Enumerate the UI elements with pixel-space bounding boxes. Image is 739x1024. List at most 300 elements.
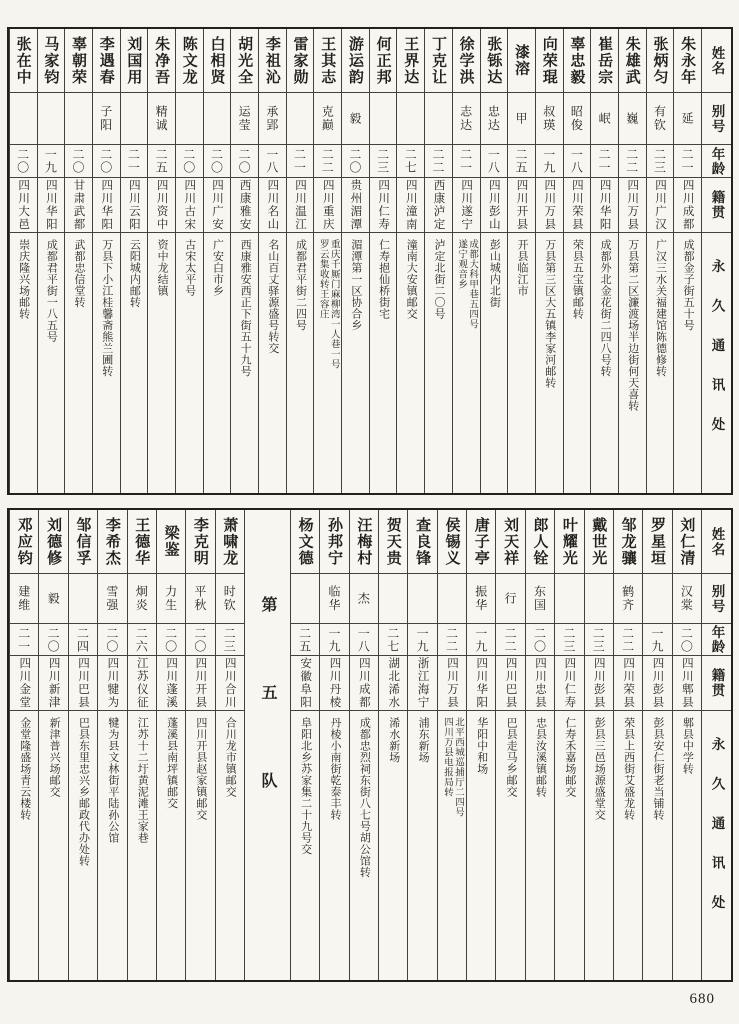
person-address-text: 成都外北金花街二四八号转 bbox=[599, 239, 612, 377]
person-age bbox=[320, 624, 348, 656]
person-alias bbox=[148, 93, 175, 145]
person-native-text: 四川忠县 bbox=[534, 657, 547, 709]
person-column bbox=[672, 510, 701, 980]
person-name-text: 梁鉴 bbox=[162, 525, 179, 558]
person-age bbox=[425, 145, 452, 178]
person-age bbox=[674, 145, 701, 178]
person-address-text: 广安白市乡 bbox=[211, 239, 224, 297]
person-name-text: 崔岳宗 bbox=[596, 35, 613, 86]
row-header-name bbox=[702, 510, 731, 574]
person-address bbox=[69, 711, 97, 980]
person-name-text: 刘德修 bbox=[45, 516, 62, 567]
person-native-text: 四川金堂 bbox=[18, 657, 31, 709]
person-name-text: 张在中 bbox=[14, 35, 31, 86]
person-native-text: 四川云阳 bbox=[127, 179, 140, 231]
person-name bbox=[425, 29, 452, 93]
person-address-text: 仁寿禾嘉场邮交 bbox=[563, 717, 576, 798]
row-header-alias bbox=[702, 574, 731, 624]
person-alias-text: 炯炎 bbox=[134, 585, 149, 612]
person-column bbox=[258, 29, 286, 493]
team-label-column bbox=[244, 510, 290, 980]
person-address bbox=[438, 711, 466, 980]
row-header-alias-text: 别号 bbox=[709, 583, 725, 614]
person-address-text: 荣县五宝镇邮转 bbox=[571, 239, 584, 320]
person-native bbox=[204, 178, 231, 233]
person-column bbox=[127, 510, 156, 980]
person-name bbox=[508, 29, 535, 93]
person-name bbox=[370, 29, 397, 93]
person-column bbox=[319, 510, 348, 980]
person-name-text: 向荣琨 bbox=[540, 35, 557, 86]
person-age bbox=[10, 624, 38, 656]
person-address bbox=[481, 233, 508, 493]
person-native bbox=[350, 656, 378, 711]
person-alias-text: 叔瑛 bbox=[541, 105, 556, 132]
person-column bbox=[466, 510, 495, 980]
row-header-age-text: 年龄 bbox=[709, 146, 725, 176]
person-address bbox=[65, 233, 92, 493]
person-column bbox=[437, 510, 466, 980]
person-column bbox=[525, 510, 554, 980]
person-age-text: 二〇 bbox=[181, 148, 196, 174]
person-column bbox=[584, 510, 613, 980]
person-name-text: 徐学洪 bbox=[457, 35, 474, 86]
person-address bbox=[231, 233, 258, 493]
person-age bbox=[350, 624, 378, 656]
person-address bbox=[98, 711, 126, 980]
person-native-text: 四川荣县 bbox=[622, 657, 635, 709]
person-name-text: 萧啸龙 bbox=[221, 516, 238, 567]
person-native bbox=[69, 656, 97, 711]
person-name-text: 朱净吾 bbox=[153, 35, 170, 86]
person-column bbox=[673, 29, 701, 493]
person-native-text: 四川成都 bbox=[681, 179, 694, 231]
person-name-text: 刘仁清 bbox=[678, 516, 695, 567]
person-age-text: 二〇 bbox=[163, 626, 178, 653]
person-age-text: 二五 bbox=[514, 148, 529, 174]
person-age-text: 一九 bbox=[649, 626, 664, 653]
person-native bbox=[438, 656, 466, 711]
person-address-text: 重庆千厮门麻柳湾一人巷一号 罗云集收转王容庄 bbox=[317, 239, 339, 369]
person-alias-text: 有钦 bbox=[652, 105, 667, 132]
person-address-text: 新津普兴场邮交 bbox=[48, 717, 61, 798]
person-age bbox=[643, 624, 671, 656]
person-address bbox=[128, 711, 156, 980]
person-name bbox=[397, 29, 424, 93]
person-native bbox=[397, 178, 424, 233]
team-label: 第五队 bbox=[258, 596, 276, 860]
person-name bbox=[591, 29, 618, 93]
person-alias bbox=[673, 574, 701, 624]
person-native-text: 四川大邑 bbox=[17, 179, 30, 231]
person-alias bbox=[438, 574, 466, 624]
person-alias bbox=[216, 574, 244, 624]
person-alias bbox=[526, 574, 554, 624]
person-address-text: 开县临江市 bbox=[516, 239, 529, 297]
person-address-text: 阜阳北乡苏家集二十九号交 bbox=[299, 717, 312, 855]
person-name-text: 邹信孚 bbox=[74, 516, 91, 567]
person-alias bbox=[186, 574, 214, 624]
person-address bbox=[342, 233, 369, 493]
person-alias bbox=[397, 93, 424, 145]
person-age bbox=[555, 624, 583, 656]
person-address bbox=[408, 711, 436, 980]
person-age-text: 一九 bbox=[473, 626, 488, 653]
person-age-text: 一九 bbox=[541, 148, 556, 174]
person-address bbox=[508, 233, 535, 493]
person-age-text: 二七 bbox=[403, 148, 418, 174]
person-address-text: 彭山城内北街 bbox=[488, 239, 501, 308]
person-address-text: 资中龙结镇 bbox=[156, 239, 169, 297]
person-native-text: 四川开县 bbox=[194, 657, 207, 709]
person-name bbox=[39, 510, 67, 574]
person-native-text: 四川彭县 bbox=[651, 657, 664, 709]
row-header-native bbox=[702, 178, 731, 233]
row-header-native-text: 籍贯 bbox=[709, 190, 725, 220]
person-age-text: 二二 bbox=[430, 148, 445, 174]
person-name-text: 辜朝荣 bbox=[70, 35, 87, 86]
person-alias bbox=[287, 93, 314, 145]
person-age-text: 二〇 bbox=[98, 148, 113, 174]
person-age bbox=[287, 145, 314, 178]
person-address-text: 湄潭第一区协合乡 bbox=[349, 239, 362, 331]
person-alias-text: 精诚 bbox=[154, 105, 169, 132]
person-address-text: 荣县上西街艾盛龙转 bbox=[622, 717, 635, 821]
person-native-text: 四川成都 bbox=[357, 657, 370, 709]
person-native-text: 四川华阳 bbox=[598, 179, 611, 231]
person-alias bbox=[425, 93, 452, 145]
person-native-text: 四川重庆 bbox=[321, 179, 334, 231]
person-alias-text: 力生 bbox=[163, 585, 178, 612]
person-column bbox=[37, 29, 65, 493]
person-alias-text: 东国 bbox=[532, 585, 547, 612]
person-alias bbox=[39, 574, 67, 624]
person-address-text: 华阳中和场 bbox=[475, 717, 488, 775]
person-alias-text: 平秋 bbox=[192, 585, 207, 612]
person-age bbox=[585, 624, 613, 656]
person-name bbox=[157, 510, 185, 574]
person-native-text: 四川广安 bbox=[210, 179, 223, 231]
person-alias bbox=[259, 93, 286, 145]
person-age-text: 一八 bbox=[356, 626, 371, 653]
person-address bbox=[370, 233, 397, 493]
person-alias-text: 毅 bbox=[46, 591, 61, 606]
person-name bbox=[176, 29, 203, 93]
row-header-column bbox=[701, 510, 731, 980]
person-age bbox=[204, 145, 231, 178]
person-address bbox=[536, 233, 563, 493]
person-native-text: 四川蓬溪 bbox=[165, 657, 178, 709]
person-name-text: 贺天贵 bbox=[384, 516, 401, 567]
person-name-text: 王德华 bbox=[133, 516, 150, 567]
person-age-text: 二〇 bbox=[347, 148, 362, 174]
person-native-text: 四川资中 bbox=[155, 179, 168, 231]
person-native-text: 四川万县 bbox=[543, 179, 556, 231]
person-age-text: 二三 bbox=[652, 148, 667, 174]
person-column bbox=[495, 510, 524, 980]
person-name-text: 李克明 bbox=[191, 516, 208, 567]
person-name-text: 何正邦 bbox=[374, 35, 391, 86]
person-alias bbox=[467, 574, 495, 624]
row-header-address bbox=[702, 711, 731, 980]
person-name bbox=[496, 510, 524, 574]
row-header-column bbox=[701, 29, 731, 493]
person-name bbox=[148, 29, 175, 93]
person-address bbox=[614, 711, 642, 980]
person-address bbox=[287, 233, 314, 493]
person-age bbox=[93, 145, 120, 178]
person-name-text: 郎人铨 bbox=[531, 516, 548, 567]
person-age-text: 一九 bbox=[415, 626, 430, 653]
person-age bbox=[496, 624, 524, 656]
row-header-address-text: 永久通讯处 bbox=[709, 259, 725, 457]
person-name bbox=[674, 29, 701, 93]
person-alias bbox=[93, 93, 120, 145]
person-alias bbox=[564, 93, 591, 145]
person-native bbox=[128, 656, 156, 711]
person-column bbox=[286, 29, 314, 493]
person-native bbox=[157, 656, 185, 711]
person-native bbox=[674, 178, 701, 233]
person-age bbox=[647, 145, 674, 178]
person-name-text: 戴世光 bbox=[590, 516, 607, 567]
person-age bbox=[619, 145, 646, 178]
person-address bbox=[673, 711, 701, 980]
person-address-text: 合川龙市镇邮交 bbox=[224, 717, 237, 798]
person-native-text: 浙江海宁 bbox=[416, 657, 429, 709]
person-native-text: 四川万县 bbox=[626, 179, 639, 231]
person-address-text: 忠县汝溪镇邮转 bbox=[534, 717, 547, 798]
person-native-text: 四川彭县 bbox=[592, 657, 605, 709]
person-name-text: 李希杰 bbox=[103, 516, 120, 567]
person-native bbox=[496, 656, 524, 711]
person-column bbox=[642, 510, 671, 980]
person-address bbox=[93, 233, 120, 493]
person-alias bbox=[128, 574, 156, 624]
person-alias bbox=[350, 574, 378, 624]
person-age bbox=[564, 145, 591, 178]
person-column bbox=[554, 510, 583, 980]
person-native bbox=[287, 178, 314, 233]
person-name bbox=[69, 510, 97, 574]
person-age-text: 二三 bbox=[375, 148, 390, 174]
person-column bbox=[9, 29, 37, 493]
person-native bbox=[647, 178, 674, 233]
person-alias-text: 行 bbox=[503, 591, 518, 606]
person-alias-text: 子阳 bbox=[98, 105, 113, 132]
person-name-text: 白相贤 bbox=[208, 35, 225, 86]
person-address bbox=[38, 233, 65, 493]
person-native bbox=[10, 656, 38, 711]
person-age bbox=[536, 145, 563, 178]
person-name bbox=[536, 29, 563, 93]
person-age-text: 二〇 bbox=[15, 148, 30, 174]
person-native-text: 四川丹棱 bbox=[328, 657, 341, 709]
row-header-age bbox=[702, 624, 731, 656]
person-alias-text: 振华 bbox=[473, 585, 488, 612]
person-address-text: 泸定北街二〇号 bbox=[432, 239, 445, 320]
person-column bbox=[646, 29, 674, 493]
person-address bbox=[496, 711, 524, 980]
person-address bbox=[320, 711, 348, 980]
person-address bbox=[176, 233, 203, 493]
person-address-text: 武都忠信堂转 bbox=[73, 239, 86, 308]
person-address bbox=[121, 233, 148, 493]
person-alias bbox=[314, 93, 341, 145]
person-name bbox=[481, 29, 508, 93]
person-alias bbox=[555, 574, 583, 624]
person-address bbox=[674, 233, 701, 493]
person-address bbox=[526, 711, 554, 980]
person-native bbox=[379, 656, 407, 711]
person-alias bbox=[204, 93, 231, 145]
person-native bbox=[216, 656, 244, 711]
person-address-text: 北平西城巡捕厅二四号 四川万县电报局转 bbox=[441, 717, 463, 817]
person-age bbox=[591, 145, 618, 178]
person-column bbox=[92, 29, 120, 493]
person-native-text: 四川广汉 bbox=[653, 179, 666, 231]
person-column bbox=[64, 29, 92, 493]
person-name-text: 王其志 bbox=[319, 35, 336, 86]
person-age-text: 二〇 bbox=[679, 626, 694, 653]
person-age-text: 二二 bbox=[320, 148, 335, 174]
person-native bbox=[467, 656, 495, 711]
person-alias bbox=[379, 574, 407, 624]
person-name-text: 查良锋 bbox=[414, 516, 431, 567]
person-column bbox=[407, 510, 436, 980]
person-name-text: 刘国用 bbox=[125, 35, 142, 86]
person-age bbox=[453, 145, 480, 178]
person-native-text: 四川名山 bbox=[266, 179, 279, 231]
person-name bbox=[259, 29, 286, 93]
person-column bbox=[378, 510, 407, 980]
person-age bbox=[397, 145, 424, 178]
person-address-text: 郫县中学转 bbox=[681, 717, 694, 775]
row-header-native-text: 籍贯 bbox=[709, 668, 725, 698]
row-header-name-text: 姓名 bbox=[709, 526, 725, 557]
person-alias bbox=[121, 93, 148, 145]
person-column bbox=[203, 29, 231, 493]
person-name-text: 丁克让 bbox=[429, 35, 446, 86]
person-address-text: 万县第二区濂渡场半边街何天喜转 bbox=[626, 239, 639, 412]
person-alias-text: 承郢 bbox=[264, 105, 279, 132]
person-name bbox=[98, 510, 126, 574]
person-native-text: 四川古宋 bbox=[183, 179, 196, 231]
person-name bbox=[342, 29, 369, 93]
person-native-text: 西康雅安 bbox=[238, 179, 251, 231]
person-age-text: 二四 bbox=[75, 626, 90, 653]
row-header-name bbox=[702, 29, 731, 93]
person-name-text: 陈文龙 bbox=[180, 35, 197, 86]
row-header-age-text: 年龄 bbox=[709, 625, 725, 654]
person-address-text: 浦东新场 bbox=[417, 717, 430, 763]
person-age-text: 二〇 bbox=[104, 626, 119, 653]
person-age bbox=[342, 145, 369, 178]
person-address-text: 浠水新场 bbox=[387, 717, 400, 763]
person-address-text: 金堂隆盛场青云楼转 bbox=[18, 717, 31, 821]
person-address-text: 江苏十二圩黄泥滩王家巷 bbox=[136, 717, 149, 844]
person-address bbox=[39, 711, 67, 980]
person-age-text: 二〇 bbox=[192, 626, 207, 653]
person-name-text: 汪梅村 bbox=[355, 516, 372, 567]
person-age-text: 一九 bbox=[43, 148, 58, 174]
person-age bbox=[39, 624, 67, 656]
person-name-text: 漆溶 bbox=[513, 44, 530, 77]
person-alias-text: 志达 bbox=[458, 105, 473, 132]
person-alias-text: 昭俊 bbox=[569, 105, 584, 132]
person-age-text: 二三 bbox=[222, 626, 237, 653]
person-address bbox=[619, 233, 646, 493]
person-age-text: 二一 bbox=[126, 148, 141, 174]
person-native bbox=[38, 178, 65, 233]
person-native-text: 四川遂宁 bbox=[460, 179, 473, 231]
person-name-text: 叶耀光 bbox=[560, 516, 577, 567]
person-address-text: 广汉三水关福建馆陈德修转 bbox=[654, 239, 667, 377]
person-native bbox=[186, 656, 214, 711]
person-column bbox=[480, 29, 508, 493]
person-age-text: 二〇 bbox=[209, 148, 224, 174]
person-column bbox=[452, 29, 480, 493]
person-native-text: 四川仁寿 bbox=[563, 657, 576, 709]
person-age bbox=[65, 145, 92, 178]
person-alias bbox=[508, 93, 535, 145]
person-native-text: 贵州湄潭 bbox=[349, 179, 362, 231]
person-alias-text: 雪强 bbox=[104, 585, 119, 612]
person-native bbox=[342, 178, 369, 233]
person-age bbox=[314, 145, 341, 178]
person-age bbox=[186, 624, 214, 656]
person-column bbox=[156, 510, 185, 980]
person-alias bbox=[481, 93, 508, 145]
person-alias-text: 建维 bbox=[16, 585, 31, 612]
person-alias-text: 临华 bbox=[327, 585, 341, 612]
person-address bbox=[186, 711, 214, 980]
person-address-text: 成都君平街一八五号 bbox=[45, 239, 58, 343]
person-address bbox=[564, 233, 591, 493]
person-alias bbox=[674, 93, 701, 145]
person-address bbox=[259, 233, 286, 493]
person-column bbox=[38, 510, 67, 980]
person-alias bbox=[370, 93, 397, 145]
person-name bbox=[186, 510, 214, 574]
person-alias bbox=[38, 93, 65, 145]
person-native bbox=[121, 178, 148, 233]
person-name bbox=[438, 510, 466, 574]
person-alias-text: 甲 bbox=[514, 111, 529, 126]
person-age bbox=[176, 145, 203, 178]
person-name bbox=[408, 510, 436, 574]
person-native bbox=[408, 656, 436, 711]
person-alias-text: 汉棠 bbox=[679, 585, 694, 612]
person-native bbox=[176, 178, 203, 233]
person-age bbox=[121, 145, 148, 178]
person-name-text: 张铄达 bbox=[485, 35, 502, 86]
person-native-text: 四川犍为 bbox=[106, 657, 119, 709]
person-native-text: 四川巴县 bbox=[504, 657, 517, 709]
person-column bbox=[424, 29, 452, 493]
person-alias bbox=[591, 93, 618, 145]
person-name bbox=[320, 510, 348, 574]
person-column bbox=[185, 510, 214, 980]
person-native-text: 四川荣县 bbox=[570, 179, 583, 231]
person-native bbox=[98, 656, 126, 711]
person-native bbox=[591, 178, 618, 233]
person-alias-text: 毅 bbox=[347, 111, 362, 126]
person-address-text: 云阳城内邮转 bbox=[128, 239, 141, 308]
person-alias bbox=[408, 574, 436, 624]
person-address bbox=[591, 233, 618, 493]
person-column bbox=[590, 29, 618, 493]
